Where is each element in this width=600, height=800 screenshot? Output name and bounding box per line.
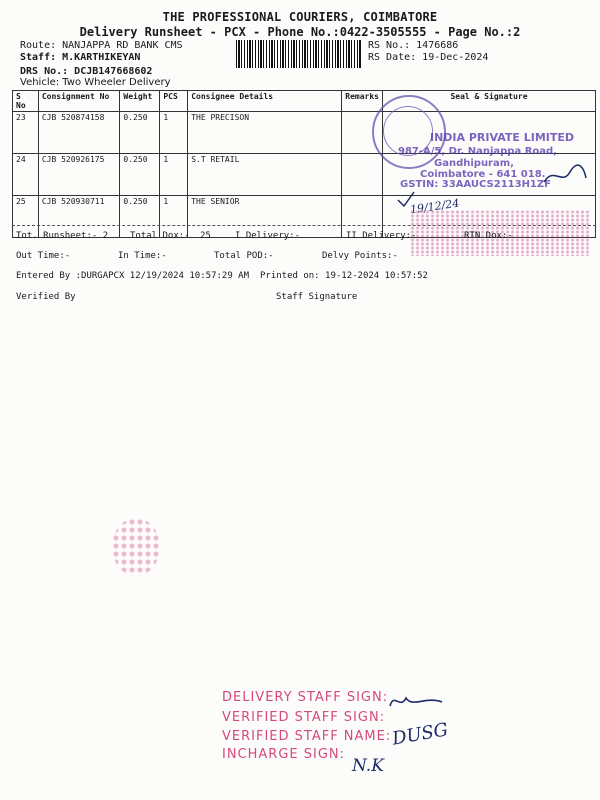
col-pcs: PCS bbox=[160, 91, 188, 112]
row-consignee: S.T RETAIL bbox=[188, 154, 342, 196]
row-pcs: 1 bbox=[160, 112, 188, 154]
verified-staff-name: VERIFIED STAFF NAME: bbox=[222, 729, 392, 744]
row-weight: 0.250 bbox=[120, 154, 160, 196]
route: Route: NANJAPPA RD BANK CMS bbox=[20, 40, 183, 51]
staff-signature-scribble-icon bbox=[386, 690, 446, 714]
col-remarks: Remarks bbox=[342, 91, 383, 112]
row-consignment: CJB 520926175 bbox=[38, 154, 120, 196]
i-delivery: I Delivery:- bbox=[235, 231, 301, 241]
entered-by: Entered By :DURGAPCX 12/19/2024 10:57:29 AM bbox=[16, 271, 249, 281]
vehicle: Vehicle: Two Wheeler Delivery bbox=[20, 77, 171, 88]
row-consignment: CJB 520874158 bbox=[38, 112, 120, 154]
table-header-row bbox=[13, 91, 596, 112]
row-consignee: THE PRECISON bbox=[188, 112, 342, 154]
stamp-company-line3: Gandhipuram, bbox=[434, 158, 514, 169]
verified-by: Verified By bbox=[16, 292, 76, 302]
total-pod: Total POD:- bbox=[214, 251, 274, 261]
stamp-gstin: GSTIN: 33AAUCS2113H1ZF bbox=[400, 179, 551, 190]
out-time: Out Time:- bbox=[16, 251, 71, 261]
handwritten-date: 19/12/24 bbox=[409, 196, 461, 217]
col-consignee: Consignee Details bbox=[188, 91, 342, 112]
delivery-staff-sign: DELIVERY STAFF SIGN: bbox=[222, 690, 389, 705]
runsheet-subtitle: Delivery Runsheet - PCX - Phone No.:0422-3505555 - Page No.:2 bbox=[79, 25, 521, 39]
row-consignee: THE SENIOR bbox=[188, 196, 342, 238]
staff-signature: Staff Signature bbox=[276, 292, 358, 302]
row-sno: 23 bbox=[13, 112, 39, 154]
divider bbox=[12, 225, 596, 226]
row-weight: 0.250 bbox=[120, 196, 160, 238]
tick-mark-icon bbox=[396, 190, 416, 210]
stamp-company-line4: Coimbatore - 641 018. bbox=[420, 169, 546, 180]
barcode bbox=[236, 40, 362, 68]
printed-on: Printed on: 19-12-2024 10:57:52 bbox=[260, 271, 428, 281]
stamp-company-line1: INDIA PRIVATE LIMITED bbox=[430, 131, 575, 144]
verified-staff-sign: VERIFIED STAFF SIGN: bbox=[222, 710, 386, 725]
rs-number: RS No.: 1476686 bbox=[368, 40, 459, 51]
row-pcs: 1 bbox=[160, 196, 188, 238]
rs-date: RS Date: 19-Dec-2024 bbox=[368, 52, 489, 63]
row-weight: 0.250 bbox=[120, 112, 160, 154]
ii-delivery: II Delivery:- bbox=[346, 231, 417, 241]
rtn-dox: RTN Dox:- bbox=[464, 231, 513, 241]
col-weight: Weight bbox=[120, 91, 160, 112]
row-sno: 24 bbox=[13, 154, 39, 196]
row-remarks bbox=[342, 154, 383, 196]
col-sno: S No bbox=[13, 91, 39, 112]
total-dox-value: 25 bbox=[200, 231, 211, 241]
in-time: In Time:- bbox=[118, 251, 167, 261]
col-seal: Seal & Signature bbox=[383, 91, 596, 112]
signature-scribble-icon bbox=[540, 160, 590, 190]
col-consignment: Consignment No bbox=[38, 91, 120, 112]
row-sno: 25 bbox=[13, 196, 39, 238]
incharge-handwritten: N.K bbox=[352, 756, 384, 776]
total-dox-label: Total Dox:- bbox=[130, 231, 190, 241]
company-title: THE PROFESSIONAL COURIERS, COIMBATORE bbox=[162, 10, 438, 24]
row-pcs: 1 bbox=[160, 154, 188, 196]
staff-name-handwritten: DUSG bbox=[390, 719, 450, 750]
incharge-sign: INCHARGE SIGN: bbox=[222, 747, 346, 762]
stamp-company-line2: 987-A/5, Dr. Nanjappa Road, bbox=[398, 146, 557, 157]
delvy-points: Delvy Points:- bbox=[322, 251, 398, 261]
tot-runsheet: Tot. Runsheet:- 2 bbox=[16, 231, 109, 241]
drs-number: DRS No.: DCJB147668602 bbox=[20, 66, 153, 77]
row-consignment: CJB 520930711 bbox=[38, 196, 120, 238]
staff: Staff: M.KARTHIKEYAN bbox=[20, 52, 141, 63]
faded-seal-mark bbox=[112, 518, 160, 576]
